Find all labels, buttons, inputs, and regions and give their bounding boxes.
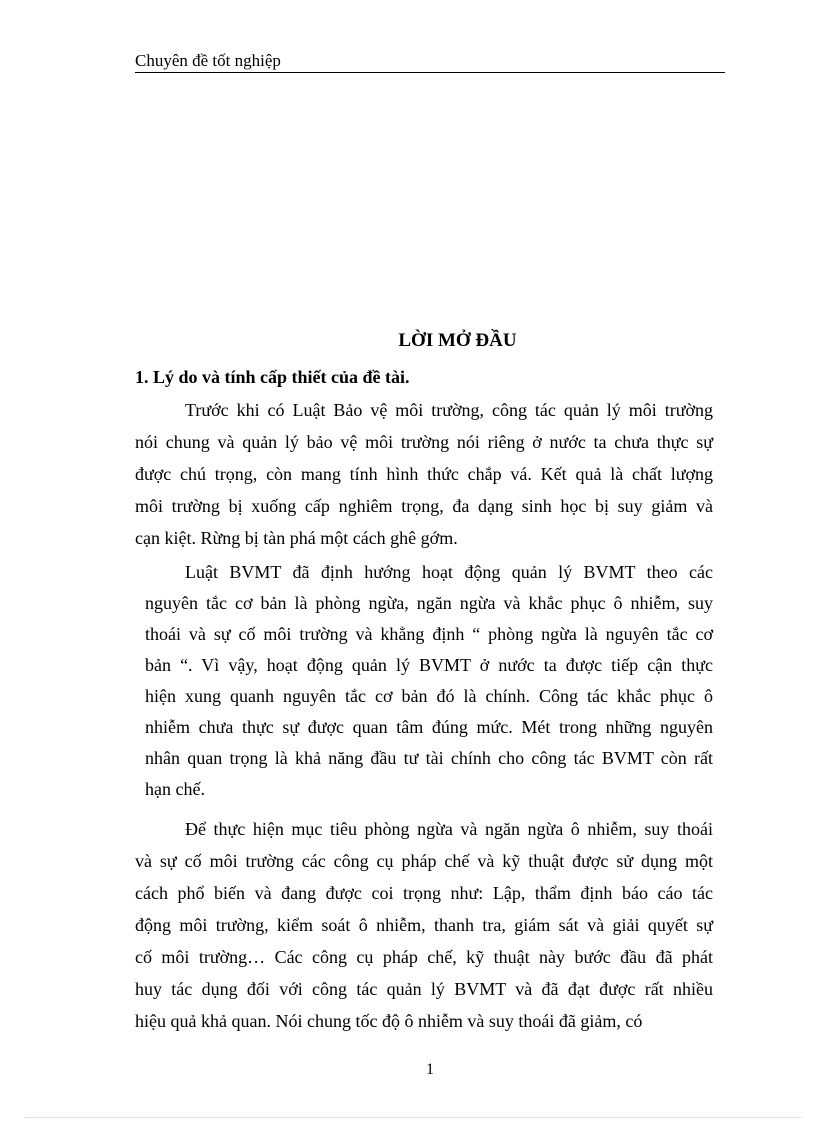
paragraph-line: cố môi trường… Các công cụ pháp chế, kỹ thuật này bước đầu đã phát xyxy=(135,947,713,967)
paragraph-line: và sự cố môi trường các công cụ pháp chế và kỹ thuật được sử dụng một xyxy=(135,851,713,871)
page-bottom-border xyxy=(24,1117,802,1118)
paragraph-line: Trước khi có Luật Bảo vệ môi trường, công tác quản lý môi trường xyxy=(185,400,713,420)
paragraph-line: Luật BVMT đã định hướng hoạt động quản lý BVMT theo các xyxy=(185,562,713,582)
paragraph-line: môi trường bị xuống cấp nghiêm trọng, đa dạng sinh học bị suy giảm và xyxy=(135,496,713,516)
header-title: Chuyên đề tốt nghiệp xyxy=(135,51,281,70)
paragraph-line: thoái và sự cố môi trường và khẳng định “ phòng ngừa là nguyên tắc cơ xyxy=(145,624,713,644)
document-title: LỜI MỞ ĐẦU xyxy=(398,330,517,351)
paragraph-line: được chú trọng, còn mang tính hình thức chắp vá. Kết quả là chất lượng xyxy=(135,464,713,484)
paragraph-line: hạn chế. xyxy=(145,779,205,799)
page-header xyxy=(135,48,725,73)
paragraph-line: động môi trường, kiểm soát ô nhiễm, thanh tra, giám sát và giải quyết sự xyxy=(135,915,713,935)
page-number: 1 xyxy=(426,1061,434,1078)
paragraph-line: huy tác dụng đối với công tác quản lý BVMT và đã đạt được rất nhiều xyxy=(135,979,713,999)
paragraph-line: hiện xung quanh nguyên tắc cơ bản đó là chính. Công tác khắc phục ô xyxy=(145,686,713,706)
paragraph-line: hiệu quả khả quan. Nói chung tốc độ ô nhiễm và suy thoái đã giảm, có xyxy=(135,1011,643,1031)
paragraph-line: nhân quan trọng là khả năng đầu tư tài chính cho công tác BVMT còn rất xyxy=(145,748,713,768)
paragraph-line: nguyên tắc cơ bản là phòng ngừa, ngăn ngừa và khắc phục ô nhiễm, suy xyxy=(145,593,713,613)
paragraph-line: Để thực hiện mục tiêu phòng ngừa và ngăn ngừa ô nhiễm, suy thoái xyxy=(185,819,713,839)
paragraph-line: nhiễm chưa thực sự được quan tâm đúng mức. Mét trong những nguyên xyxy=(145,717,713,737)
paragraph-line: cạn kiệt. Rừng bị tàn phá một cách ghê gớm. xyxy=(135,528,458,548)
paragraph-line: nói chung và quản lý bảo vệ môi trường nói riêng ở nước ta chưa thực sự xyxy=(135,432,713,452)
paragraph-line: bản “. Vì vậy, hoạt động quản lý BVMT ở nước ta được tiếp cận thực xyxy=(145,655,713,675)
paragraph-line: cách phổ biến và đang được coi trọng như: Lập, thẩm định báo cáo tác xyxy=(135,883,713,903)
section-heading: 1. Lý do và tính cấp thiết của đề tài. xyxy=(135,367,410,387)
